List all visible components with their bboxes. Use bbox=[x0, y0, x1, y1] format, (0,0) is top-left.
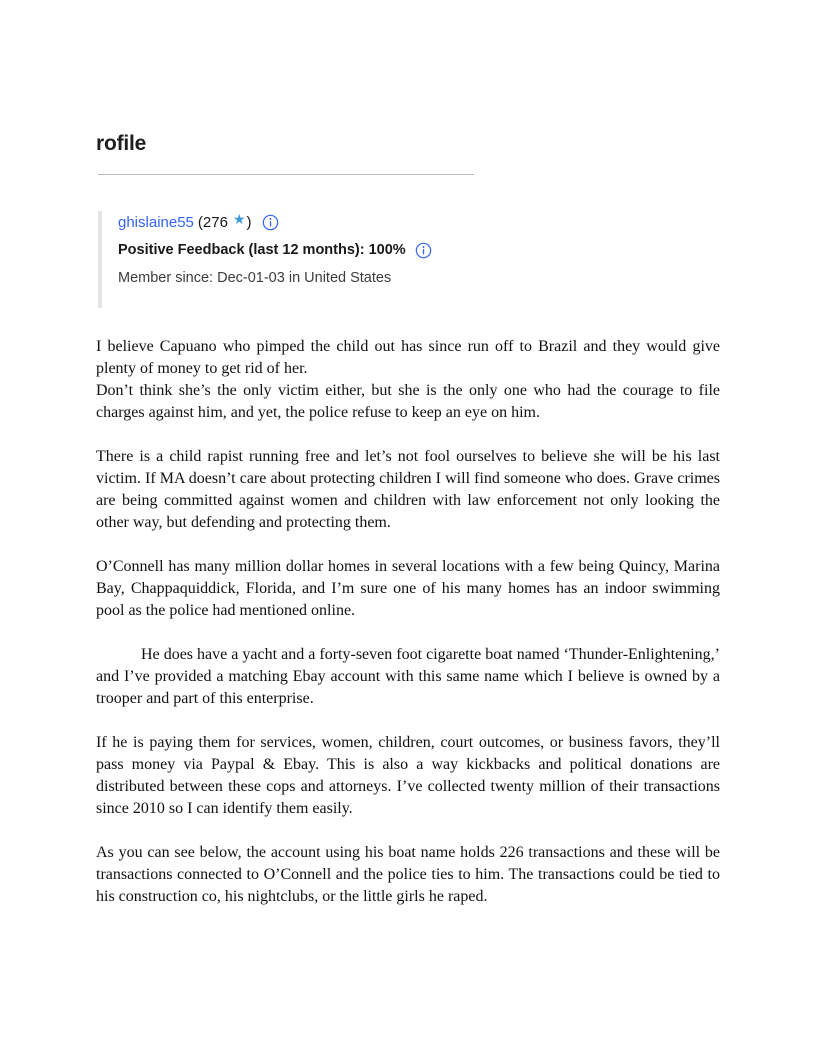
member-since-line bbox=[118, 267, 391, 289]
positive-feedback-text: Positive Feedback (last 12 months): 100% bbox=[118, 242, 406, 258]
paragraph: There is a child rapist running free and let’s not fool ourselves to believe she will be his last victim. If MA doesn’t care about protecting children I will find someone who does. Grave crimes are being committed against women and children with law enforcement not only looking the other way, but defending and protecting them. bbox=[96, 448, 720, 531]
info-icon[interactable] bbox=[415, 242, 432, 259]
paragraph: He does have a yacht and a forty-seven foot cigarette boat named ‘Thunder-Enlightening,’ and I’ve provided a matching Ebay account with this same name which I believe is owned by a trooper and part of this enterprise. bbox=[96, 646, 720, 707]
card-left-bar bbox=[98, 211, 102, 308]
document-body bbox=[96, 336, 720, 930]
feedback-star-icon: ★ bbox=[232, 210, 246, 227]
paragraph: If he is paying them for services, women, children, court outcomes, or business favors, they’ll pass money via Paypal & Ebay. This is also a way kickbacks and political donations are distributed between these cops and attorneys. I’ve collected twenty million of their transactions since 2010 so I can identify them easily. bbox=[96, 734, 720, 817]
seller-name-line bbox=[118, 211, 279, 233]
paragraph: I believe Capuano who pimped the child out has since run off to Brazil and they would give plenty of money to get rid of her. bbox=[96, 338, 720, 377]
info-icon[interactable] bbox=[262, 214, 279, 231]
member-since-text: Member since: Dec-01-03 in United States bbox=[118, 270, 392, 286]
seller-profile-screenshot bbox=[96, 128, 476, 286]
profile-divider bbox=[98, 174, 474, 175]
feedback-score-close: ) bbox=[246, 213, 252, 231]
seller-info-card bbox=[98, 211, 468, 308]
seller-username-link[interactable]: ghislaine55 bbox=[118, 213, 194, 231]
paragraph: Don’t think she’s the only victim either, but she is the only one who had the courage to file charges against him, and yet, the police refuse to keep an eye on him. bbox=[96, 382, 720, 421]
positive-feedback-line bbox=[118, 239, 432, 261]
paragraph: As you can see below, the account using his boat name holds 226 transactions and these will be transactions connected to O’Connell and the police ties to him. The transactions could be tied to his construction co, his nightclubs, or the little girls he raped. bbox=[96, 844, 720, 905]
feedback-score-open: (276 bbox=[197, 213, 228, 231]
paragraph: O’Connell has many million dollar homes in several locations with a few being Quincy, Marina Bay, Chappaquiddick, Florida, and I’m sure one of his many homes has an indoor swimming pool as the police had mentioned online. bbox=[96, 558, 720, 619]
profile-heading: rofile bbox=[96, 132, 147, 155]
